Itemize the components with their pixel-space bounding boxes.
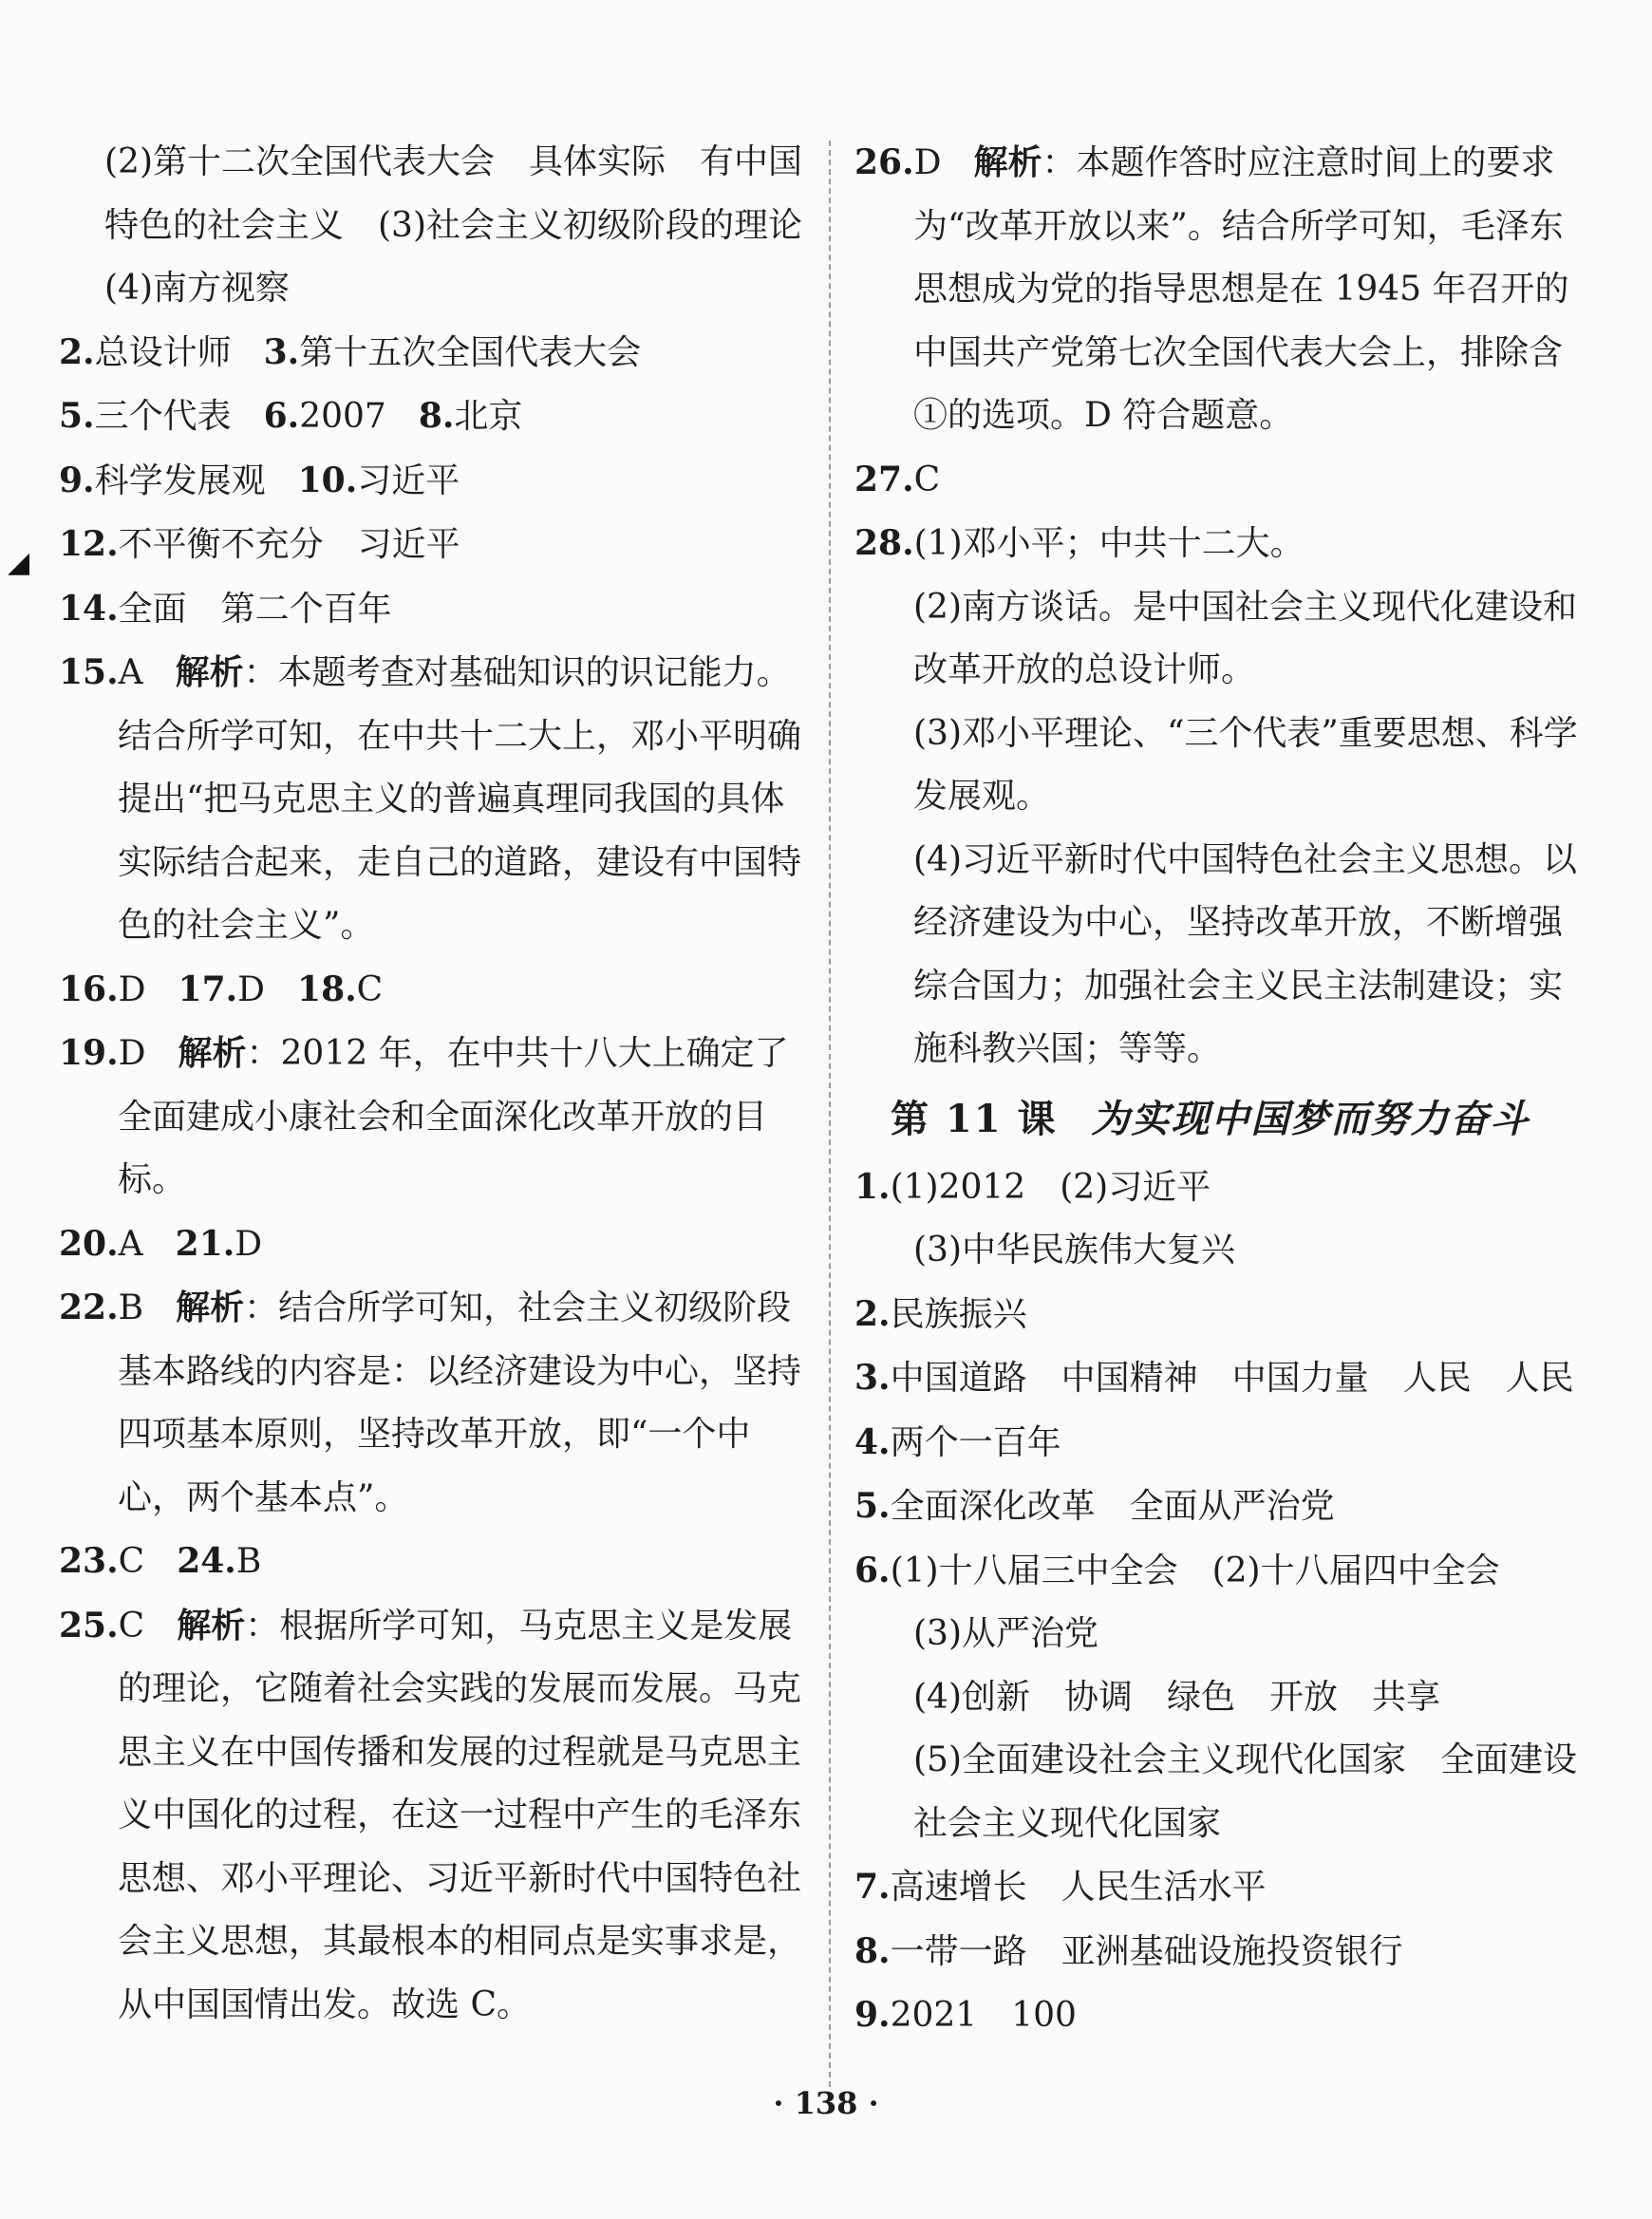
question-number: 14. <box>59 588 119 629</box>
question-number: 17. <box>178 968 238 1009</box>
answer-item-l6-5 <box>854 1729 1595 1855</box>
question-number: 2. <box>59 331 95 372</box>
column-divider <box>829 141 831 2087</box>
question-number: 6. <box>263 396 300 436</box>
answer-text: C <box>913 460 941 499</box>
answer-text: 三个代表 <box>94 397 232 436</box>
answer-text: D <box>237 969 266 1009</box>
answer-text: 不平衡不充分 习近平 <box>118 525 460 564</box>
answer-text: (3)中华民族伟大复兴 <box>913 1231 1235 1269</box>
answer-text: 第十五次全国代表大会 <box>299 332 642 372</box>
question-number: 1. <box>854 1166 891 1207</box>
answer-item-q26 <box>854 131 1595 448</box>
question-number: 9. <box>59 460 95 500</box>
analysis-label: 解析 <box>175 652 244 692</box>
question-number: 12. <box>59 524 119 564</box>
question-number: 4. <box>854 1421 891 1462</box>
answer-text: 总设计师 <box>94 332 232 372</box>
question-number: 24. <box>177 1541 236 1581</box>
question-number: 5. <box>854 1486 891 1526</box>
answer-text: (1)十八届三中全会 (2)十八届四中全会 <box>890 1551 1500 1590</box>
answer-text: (1)邓小平；中共十二大。 <box>913 524 1305 563</box>
answer-text: 科学发展观 <box>94 461 266 500</box>
analysis-label: 解析 <box>973 142 1042 182</box>
answer-item-l7 <box>854 1855 1595 1920</box>
question-number: 8. <box>418 396 455 436</box>
lesson-title: 为实现中国梦而努力奋斗 <box>1091 1096 1530 1141</box>
scan-mark: ◢ <box>8 546 30 579</box>
answer-item-l6-4 <box>854 1666 1595 1730</box>
answer-text: (3)邓小平理论、“三个代表”重要思想、科学发展观。 <box>913 713 1578 816</box>
answer-item-q16-18 <box>59 958 818 1023</box>
answer-item-q9-10 <box>59 449 818 514</box>
question-number: 6. <box>854 1550 891 1590</box>
answer-item-q22 <box>59 1276 818 1530</box>
answer-text: (2)南方谈话。是中国社会主义现代化建设和改革开放的总设计师。 <box>913 587 1577 689</box>
question-number: 10. <box>297 460 358 500</box>
answer-item-q5-8 <box>59 385 818 449</box>
answer-text: (4)习近平新时代中国特色社会主义思想。以经济建设为中心，坚持改革开放，不断增强综合国力；加强社会主义民主法制建设；实施科教兴国；等等。 <box>913 839 1577 1068</box>
answer-text: 高速增长 人民生活水平 <box>890 1868 1267 1907</box>
answer-item-q28-3 <box>854 703 1595 829</box>
answer-item-l6 <box>854 1539 1595 1604</box>
answer-choice: D <box>118 1034 146 1073</box>
question-number: 9. <box>854 1995 891 2035</box>
answer-text: (3)从严治党 <box>913 1614 1098 1653</box>
answer-text: C <box>356 969 384 1009</box>
answer-choice: A <box>118 653 143 692</box>
question-number: 25. <box>59 1605 119 1645</box>
question-number: 26. <box>854 142 914 182</box>
analysis-label: 解析 <box>176 1288 245 1327</box>
answer-text: 一带一路 亚洲基础设施投资银行 <box>890 1931 1403 1971</box>
answer-text: 中国道路 中国精神 中国力量 人民 人民 <box>890 1359 1574 1398</box>
answer-text: ：根据所学可知，马克思主义是发展的理论，它随着社会实践的发展而发展。马克思主义在中国传播和发展的过程就是马克思主义中国化的过程，在这一过程中产生的毛泽东思想、邓小平理论、习近平新时代中国特色社会主义思想，其最根本的相同点是实事求是，从中国国情出发。故选 C。 <box>118 1606 802 2024</box>
answer-item-l8 <box>854 1920 1595 1984</box>
answer-text: ：结合所学可知，社会主义初级阶段基本路线的内容是：以经济建设为中心，坚持四项基本原则，坚持改革开放，即“一个中心，两个基本点”。 <box>118 1288 802 1517</box>
answer-text: A <box>118 1224 143 1264</box>
answer-text: 全面 第二个百年 <box>118 589 392 629</box>
question-number: 2. <box>854 1293 891 1334</box>
answer-text: 习近平 <box>357 461 460 500</box>
question-number: 18. <box>297 968 357 1009</box>
answer-text: (1)2012 (2)习近平 <box>890 1167 1211 1207</box>
answer-item-l3 <box>854 1346 1595 1411</box>
answer-choice: C <box>118 1606 145 1645</box>
answer-text: ：2012 年，在中共十八大上确定了全面建成小康社会和全面深化改革开放的目标。 <box>118 1034 789 1199</box>
page-number: · 138 · <box>773 2085 879 2121</box>
answer-text: B <box>235 1542 262 1581</box>
answer-text: 民族振兴 <box>890 1294 1027 1334</box>
answer-item-q20-21 <box>59 1213 818 1277</box>
answer-item-l9 <box>854 1984 1595 2048</box>
analysis-label: 解析 <box>177 1605 246 1645</box>
answer-choice: B <box>118 1288 144 1327</box>
question-number: 8. <box>854 1930 891 1971</box>
answer-text: 2021 100 <box>890 1996 1077 2035</box>
answer-text: 全面深化改革 全面从严治党 <box>890 1487 1335 1526</box>
answer-item-q23-24 <box>59 1530 818 1594</box>
answer-item-q1-cont <box>59 131 837 321</box>
answer-text: (4)创新 协调 绿色 开放 共享 <box>913 1677 1440 1717</box>
question-number: 22. <box>59 1288 119 1327</box>
answer-item-l4 <box>854 1411 1595 1476</box>
question-number: 15. <box>59 652 119 692</box>
question-number: 3. <box>854 1358 891 1398</box>
question-number: 21. <box>175 1223 235 1264</box>
answer-text: D <box>235 1224 263 1264</box>
answer-text: ：本题考查对基础知识的识记能力。结合所学可知，在中共十二大上，邓小平明确提出“把马克思主义的普遍真理同我国的具体实际结合起来，走自己的道路，建设有中国特色的社会主义”。 <box>118 653 802 945</box>
answer-text: 2007 <box>299 397 386 436</box>
answer-item-q12 <box>59 513 818 577</box>
answer-item-q28-2 <box>854 576 1595 703</box>
answer-text: (2)第十二次全国代表大会 具体实际 有中国特色的社会主义 (3)社会主义初级阶段的理论 (4)南方视察 <box>104 142 837 308</box>
answer-item-q15 <box>59 641 818 958</box>
answer-item-q2-3 <box>59 321 818 386</box>
answer-text: 两个一百年 <box>890 1422 1061 1462</box>
answer-item-l1-3 <box>854 1219 1595 1283</box>
lesson-heading <box>891 1083 1595 1156</box>
question-number: 20. <box>59 1223 119 1264</box>
question-number: 5. <box>59 396 95 436</box>
left-column <box>59 131 837 2037</box>
question-number: 27. <box>854 459 914 499</box>
question-number: 3. <box>263 331 300 372</box>
question-number: 23. <box>59 1541 119 1581</box>
answer-item-q27 <box>854 448 1595 513</box>
answer-item-l6-3 <box>854 1603 1595 1666</box>
question-number: 28. <box>854 523 914 563</box>
analysis-label: 解析 <box>178 1033 247 1073</box>
question-number: 7. <box>854 1867 891 1907</box>
answer-text: D <box>118 969 146 1009</box>
answer-item-l5 <box>854 1475 1595 1539</box>
answer-choice: D <box>913 143 942 182</box>
lesson-number: 第 11 课 <box>891 1096 1058 1141</box>
answer-item-q25 <box>59 1594 818 2038</box>
question-number: 16. <box>59 968 119 1009</box>
answer-item-q19 <box>59 1022 818 1213</box>
answer-item-q28-4 <box>854 829 1595 1081</box>
answer-item-l2 <box>854 1283 1595 1347</box>
right-column <box>854 131 1595 2048</box>
answer-item-l1 <box>854 1156 1595 1220</box>
answer-text: 北京 <box>454 397 523 436</box>
answer-text: ：本题作答时应注意时间上的要求为“改革开放以来”。结合所学可知，毛泽东思想成为党的指导思想是在 1945 年召开的中国共产党第七次全国代表大会上，排除含①的选项。D 符合题意。 <box>913 143 1569 435</box>
answer-item-q28 <box>854 512 1595 576</box>
answer-text: (5)全面建设社会主义现代化国家 全面建设社会主义现代化国家 <box>913 1740 1577 1843</box>
answer-text: C <box>118 1542 145 1581</box>
question-number: 19. <box>59 1033 119 1073</box>
answer-item-q14 <box>59 577 818 642</box>
